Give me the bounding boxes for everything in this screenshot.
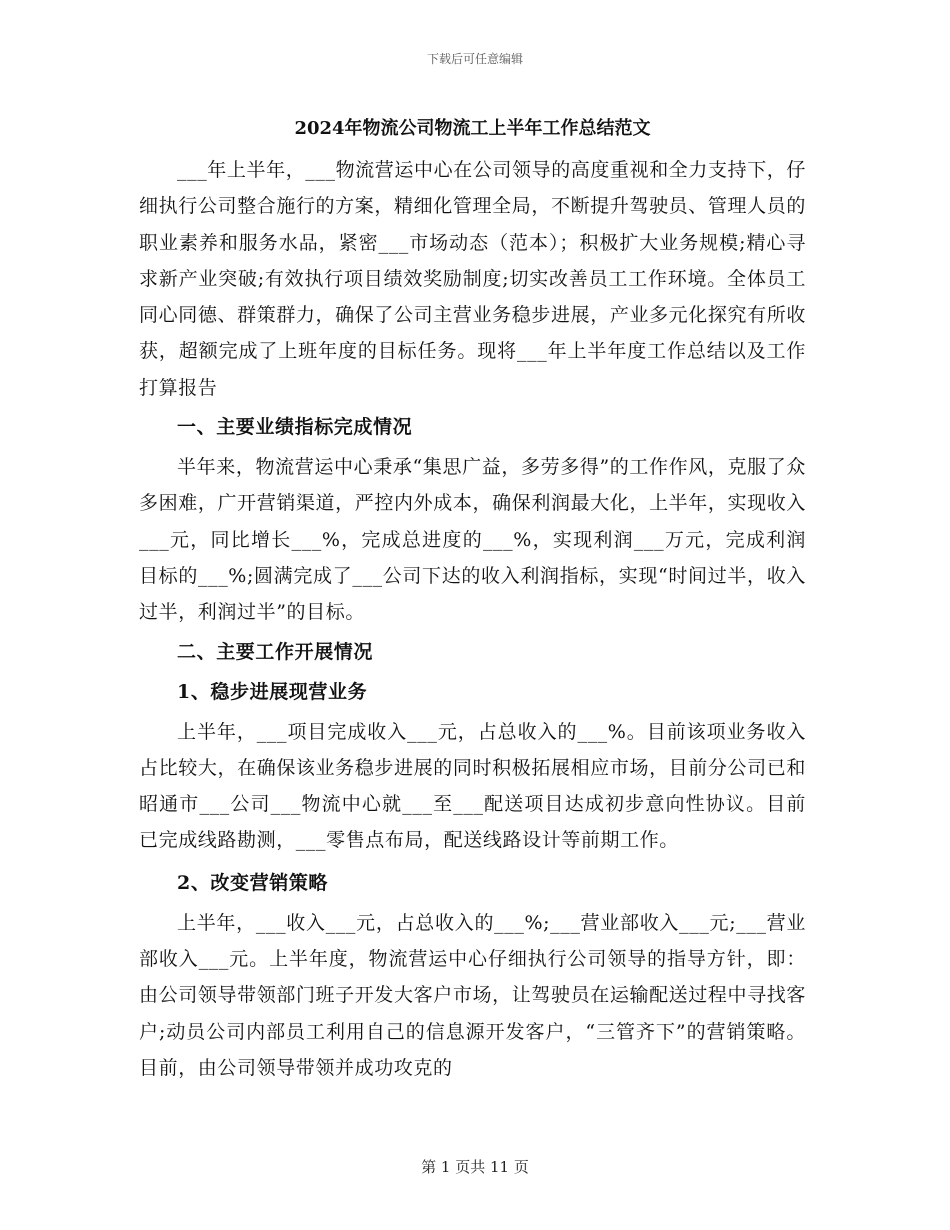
document-body [139, 112, 806, 1086]
subsection-1-heading: 1、稳步进展现营业务 [177, 680, 368, 703]
document-title: 2024年物流公司物流工上半年工作总结范文 [294, 118, 651, 139]
section-2-heading: 二、主要工作开展情况 [177, 640, 374, 663]
section-1-paragraph: 半年来，物流营运中心秉承“集思广益，多劳多得”的工作作风，克服了众多困难，广开营销渠道，严控内外成本，确保利润最大化，上半年，实现收入___元，同比增长___%，完成总进度的___%，实现利润___万元，完成利润目标的___%;圆满完成了___公司下达的收入利润指标，实现“时间过半，收入过半，利润过半”的目标。 [139, 456, 806, 624]
subsection-2-paragraph: 上半年，___收入___元，占总收入的___%;___营业部收入___元;___营业部收入___元。上半年度，物流营运中心仔细执行公司领导的指导方针，即：由公司领导带领部门班子开发大客户市场，让驾驶员在运输配送过程中寻找客户;动员公司内部员工利用自己的信息源开发客户，“三管齐下”的营销策略。目前，由公司领导带领并成功攻克的 [139, 911, 806, 1079]
section-1-heading: 一、主要业绩指标完成情况 [177, 416, 413, 439]
page-header-note: 下载后可任意编辑 [426, 52, 523, 66]
intro-paragraph: ___年上半年，___物流营运中心在公司领导的高度重视和全力支持下，仔细执行公司整合施行的方案，精细化管理全局，不断提升驾驶员、管理人员的职业素养和服务水品，紧密___市场动态（范本）；积极扩大业务规模;精心寻求新产业突破;有效执行项目绩效奖励制度;切实改善员工工作环境。全体员工同心同德、群策群力，确保了公司主营业务稳步进展，产业多元化探究有所收获，超额完成了上班年度的目标任务。现将___年上半年度工作总结以及工作打算报告 [139, 159, 807, 399]
subsection-2-heading: 2、改变营销策略 [177, 871, 329, 894]
subsection-1-paragraph: 上半年，___项目完成收入___元，占总收入的___%。目前该项业务收入占比较大，在确保该业务稳步进展的同时积极拓展相应市场，目前分公司已和昭通市___公司___物流中心就___至___配送项目达成初步意向性协议。目前已完成线路勘测，___零售点布局，配送线路设计等前期工作。 [139, 720, 806, 852]
page-number-footer: 第 1 页共 11 页 [421, 1158, 529, 1176]
